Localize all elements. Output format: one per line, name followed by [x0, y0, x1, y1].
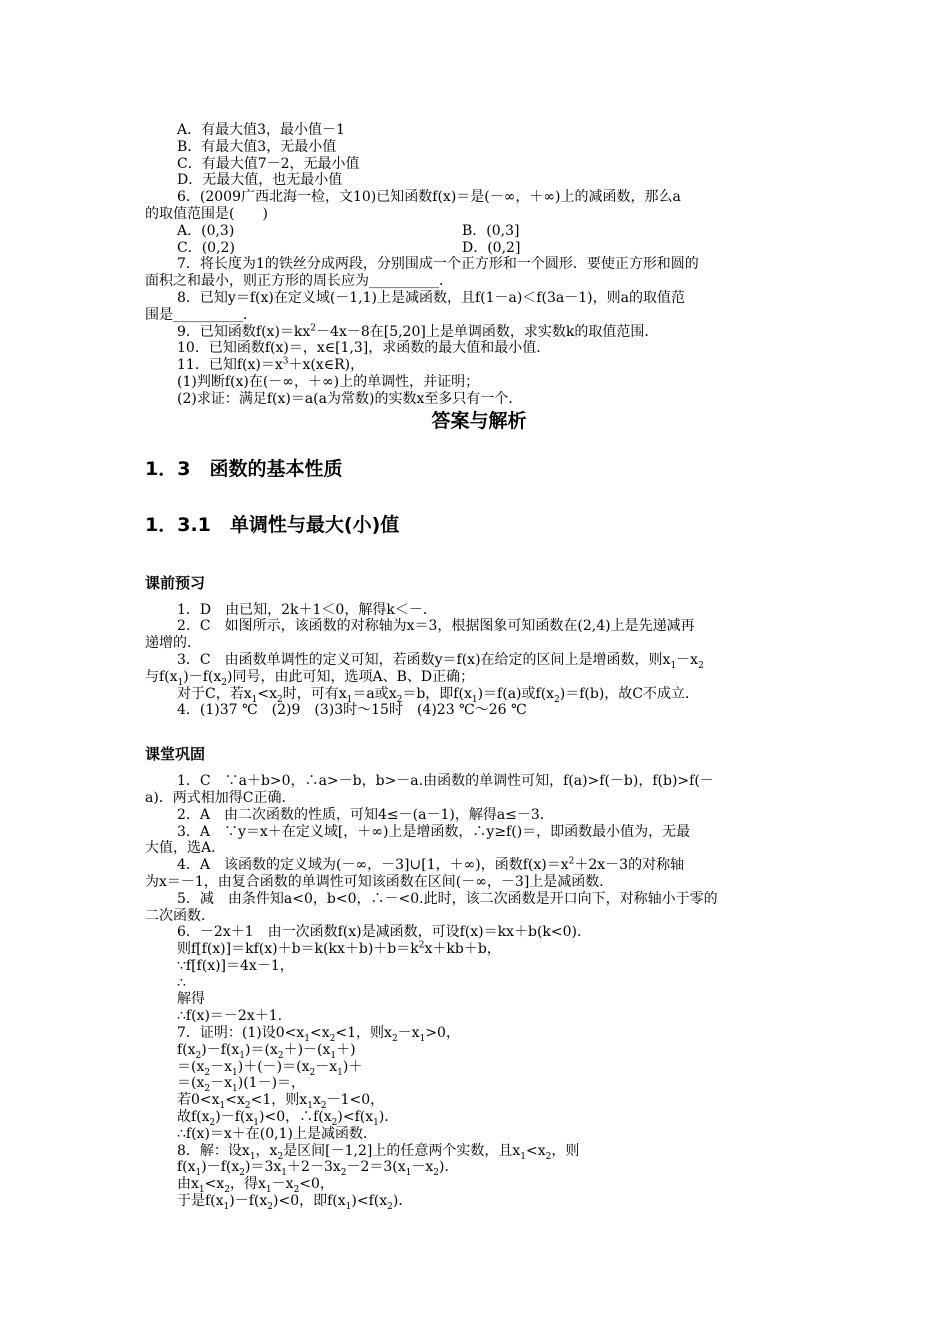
q10-stem: 10．已知函数f(x)＝，x∈[1,3]，求函数的最大值和最小值． [177, 340, 551, 357]
q8-stem: 8．已知y＝f(x)在定义域(－1,1)上是减函数，且f(1－a)＜f(3a－1)，则a的取值范 [177, 289, 685, 306]
cls-answer-7-conclusion: ∴f(x)＝x＋在(0,1)上是减函数． [177, 1125, 377, 1142]
cls-answer-7: 7．证明：(1)设$0<x_1<x_2<1$，则$x_2-x_1>0$， [177, 1025, 460, 1044]
subsection-heading: 1．3.1 单调性与最大(小)值 [145, 513, 400, 536]
cls-answer-2: 2．A 由二次函数的性质，可知4≤－(a－1)，解得a≤－3． [177, 806, 554, 823]
q7-stem-cont: 面积之和最小，则正方形的周长应为__________． [145, 273, 453, 290]
q5-option-a: A．有最大值3，最小值－1 [177, 122, 345, 138]
q9-stem: 9．已知函数$f(x)=kx^2-4x-8$在[5,20]上是单调函数，求实数k的取值范围． [177, 322, 659, 340]
cls-answer-7-step-4: 若$0<x_1<x_2<1$，则$x_1x_2-1<0$， [177, 1092, 385, 1112]
cls-answer-5-cont: 二次函数． [145, 907, 215, 924]
cls-answer-4-cont: 为x＝－1，由复合函数的单调性可知该函数在区间(－∞，－3]上是减函数． [145, 873, 614, 890]
pre-answer-3-note: 对于C，若$x_1<x_2$时，可有$x_1=a$或$x_2=b$，即$f(x_1)=f(a)$或$f(x_2)=f(b)$，故C不成立． [177, 685, 700, 705]
cls-answer-1-cont: a)．两式相加得C正确． [145, 789, 296, 806]
q6-options-row-1 [145, 223, 813, 240]
answers-title: 答案与解析 [431, 409, 527, 432]
q7-stem: 7．将长度为1的铁丝分成两段，分别围成一个正方形和一个圆形．要使正方形和圆的 [177, 256, 699, 273]
q6-option-b: B．(0,3] [462, 222, 520, 239]
pre-answer-2-cont: 递增的． [145, 635, 201, 652]
q11-part-1: (1)判断f(x)在(－∞，＋∞)上的单调性，并证明； [177, 373, 480, 390]
pre-answer-3: 3．C 由函数单调性的定义可知，若函数y＝f(x)在给定的区间上是增函数，则$x_1-x_2$ [177, 651, 704, 671]
cls-answer-6-step-5: ∴f(x)＝－2x＋1. [177, 1008, 283, 1025]
classroom-heading: 课堂巩固 [145, 745, 206, 764]
cls-answer-7-step-3: $=(x_2-x_1)(1-)=$， [177, 1075, 306, 1095]
cls-answer-8-step-2: 由$x_1<x_2$，得$x_1-x_2<0$， [177, 1176, 334, 1196]
cls-answer-3: 3．A ∵y＝x＋在定义域[，＋∞)上是增函数，∴y≥f()＝，即函数最小值为，无最 [177, 823, 691, 840]
cls-answer-8-step-1: $f(x_1)-f(x_2)=3x_1+2-3x_2-2=3(x_1-x_2)$． [177, 1159, 459, 1179]
q6-option-d: D．(0,2] [462, 239, 521, 256]
document-page [145, 122, 813, 1210]
q6-option-a: A．(0,3) [177, 222, 235, 239]
cls-answer-4: 4．A 该函数的定义域为(－∞，－3]∪[1，＋∞)，函数$f(x)=x^2+2x-3$的对称轴 [177, 856, 685, 874]
q8-stem-cont: 围是__________． [145, 306, 257, 323]
q6-options-row-2 [145, 240, 813, 257]
pre-answer-1: 1．D 由已知，2k＋1＜0，解得k＜－． [177, 601, 437, 618]
cls-answer-6-step-1: 则$f[f(x)]=kf(x)+b=k(kx+b)+b=k^2x+kb+b$， [177, 940, 501, 958]
cls-answer-8: 8．解：设$x_1$，$x_2$是区间[－1,2]上的任意两个实数，且$x_1<x_2$，则 [177, 1142, 580, 1162]
pre-answer-4: 4．(1)37 ℃ (2)9 (3)3时～15时 (4)23 ℃～26 ℃ [177, 702, 527, 719]
q11-part-2: (2)求证：满足f(x)＝a(a为常数)的实数x至多只有一个． [177, 390, 523, 407]
q11-stem: 11．已知$f(x)=x^3+x(x\in R)$， [177, 356, 365, 374]
q5-option-c: C．有最大值7－2，无最小值 [177, 155, 360, 172]
cls-answer-7-step-2: $=(x_2-x_1)+(-)=(x_2-x_1)+$ [177, 1058, 363, 1078]
cls-answer-5: 5．减 由条件知a<0，b<0，∴－<0.此时，该二次函数是开口向下，对称轴小于零的 [177, 890, 718, 907]
q6-option-c: C．(0,2) [177, 239, 235, 256]
cls-answer-6: 6．－2x＋1 由一次函数f(x)是减函数，可设f(x)＝kx＋b(k<0)． [177, 924, 592, 941]
q6-stem-cont: 的取值范围是( ) [145, 205, 268, 222]
pre-answer-2: 2．C 如图所示，该函数的对称轴为x＝3，根据图象可知函数在(2,4)上是先递减再 [177, 618, 695, 635]
pre-study-heading: 课前预习 [145, 573, 206, 592]
pre-answer-3-cont: 与$f(x_1)-f(x_2)$同号，由此可知，选项A、B、D正确； [145, 668, 475, 688]
cls-answer-8-step-3: 于是$f(x_1)-f(x_2)<0$，即$f(x_1)<f(x_2)$． [177, 1193, 413, 1212]
cls-answer-6-step-3: ∴ [177, 974, 186, 991]
q6-stem: 6．(2009广西北海一检，文10)已知函数f(x)＝是(－∞，＋∞)上的减函数，那么a [177, 189, 681, 206]
cls-answer-3-cont: 大值，选A． [145, 840, 226, 857]
cls-answer-7-step-1: $f(x_2)-f(x_1)=(x_2+)-(x_1+)$ [177, 1041, 356, 1061]
cls-answer-6-step-2: ∵f[f(x)]＝4x－1， [177, 957, 294, 974]
cls-answer-6-step-4: 解得 [177, 991, 205, 1008]
cls-answer-1: 1．C ∵a＋b>0，∴a>－b，b>－a.由函数的单调性可知，f(a)>f(－b)，f(b)>f(－ [177, 773, 714, 790]
section-heading: 1．3 函数的基本性质 [145, 457, 343, 480]
q5-option-b: B．有最大值3，无最小值 [177, 138, 337, 155]
cls-answer-7-step-5: 故$f(x_2)-f(x_1)<0$，$\therefore f(x_2)<f(x_1)$． [177, 1109, 399, 1128]
q5-option-d: D．无最大值，也无最小值 [177, 172, 343, 189]
